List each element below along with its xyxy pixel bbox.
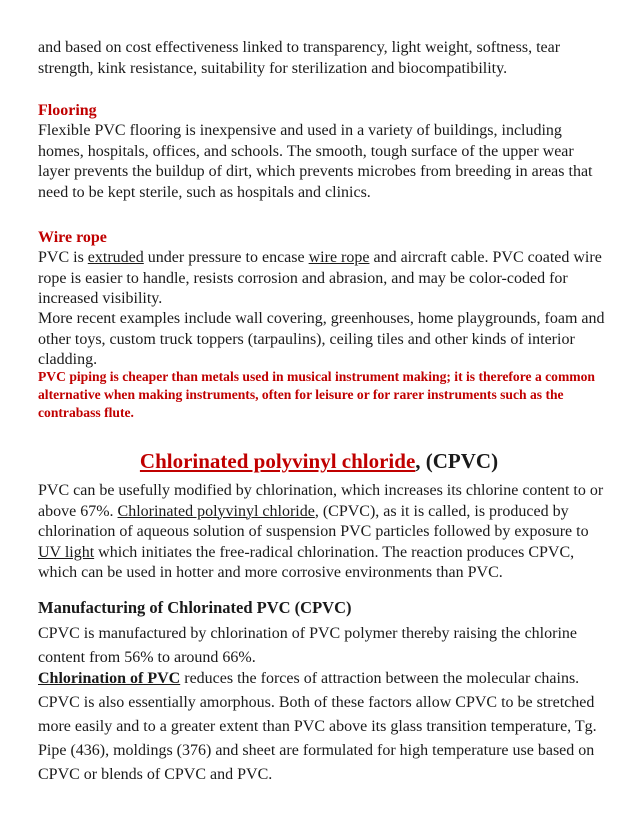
- flooring-paragraph: Flexible PVC flooring is inexpensive and used in a variety of buildings, including homes, hospitals, offices, and schools. The smooth, tough surface of the upper wear layer prevents the buildup of dirt, which prevents microbes from breeding in areas that need to be kept sterile, such as hospitals and clinics.: [38, 122, 593, 201]
- uv-light-link[interactable]: UV light: [38, 543, 95, 561]
- cpvc-title: [0, 448, 638, 474]
- wire-rope-link[interactable]: wire rope: [308, 249, 370, 266]
- intro-paragraph: and based on cost effectiveness linked to transparency, light weight, softness, tear strength, kink resistance, suitability for sterilization and biocompatibility.: [38, 39, 561, 77]
- cpvc-title-suffix: , (CPVC): [415, 449, 499, 473]
- cpvc-paragraph: [38, 481, 608, 584]
- manufacturing-paragraph-1: CPVC is manufactured by chlorination of PVC polymer thereby raising the chlorine content from 56% to around 66%.: [38, 625, 577, 666]
- wire-rope-paragraph: [38, 248, 608, 310]
- manufacturing-heading: Manufacturing of Chlorinated PVC (CPVC): [38, 598, 352, 617]
- text-span: , (CPVC), as it is called, is produced by chlorination of aqueous solution of suspension PVC particles followed by exposure to: [38, 502, 589, 540]
- text-span: and aircraft cable. PVC coated wire rope is easier to handle, resists corrosion and abrasion, and may be color-coded for increased visibility.: [38, 249, 602, 307]
- extruded-link[interactable]: extruded: [87, 249, 144, 266]
- manufacturing-paragraph-2: [38, 667, 608, 787]
- text-span: reduces the forces of attraction between the molecular chains. CPVC is also essentially amorphous. Both of these factors allow CPVC to be stretched more easily and to a greater extent than PVC above its glass transition temperature, Tg. Pipe (436), moldings (376) and sheet are formulated for high temperature use based on CPVC or blends of CPVC and PVC.: [38, 670, 597, 783]
- text-span: under pressure to encase: [143, 249, 309, 266]
- text-span: which initiates the free-radical chlorination. The reaction produces CPVC, which can be used in hotter and more corrosive environments than PVC.: [38, 543, 575, 581]
- text-span: PVC is: [38, 249, 88, 266]
- text-span: PVC can be usefully modified by chlorination, which increases its chlorine content to or above 67%.: [38, 482, 604, 520]
- cpvc-link[interactable]: Chlorinated polyvinyl chloride: [117, 502, 315, 520]
- chlorination-of-pvc-link[interactable]: Chlorination of PVC: [38, 670, 181, 687]
- examples-paragraph: More recent examples include wall covering, greenhouses, home playgrounds, foam and other toys, custom truck toppers (tarpaulins), ceiling tiles and other kinds of interior cladding.: [38, 310, 605, 368]
- flooring-heading: Flooring: [38, 102, 97, 119]
- wire-rope-heading: Wire rope: [38, 229, 107, 246]
- cpvc-title-link[interactable]: Chlorinated polyvinyl chloride: [139, 449, 416, 473]
- piping-note: PVC piping is cheaper than metals used in musical instrument making; it is therefore a common alternative when making instruments, often for leisure or for rarer instruments such as the contrabass flute.: [38, 369, 595, 420]
